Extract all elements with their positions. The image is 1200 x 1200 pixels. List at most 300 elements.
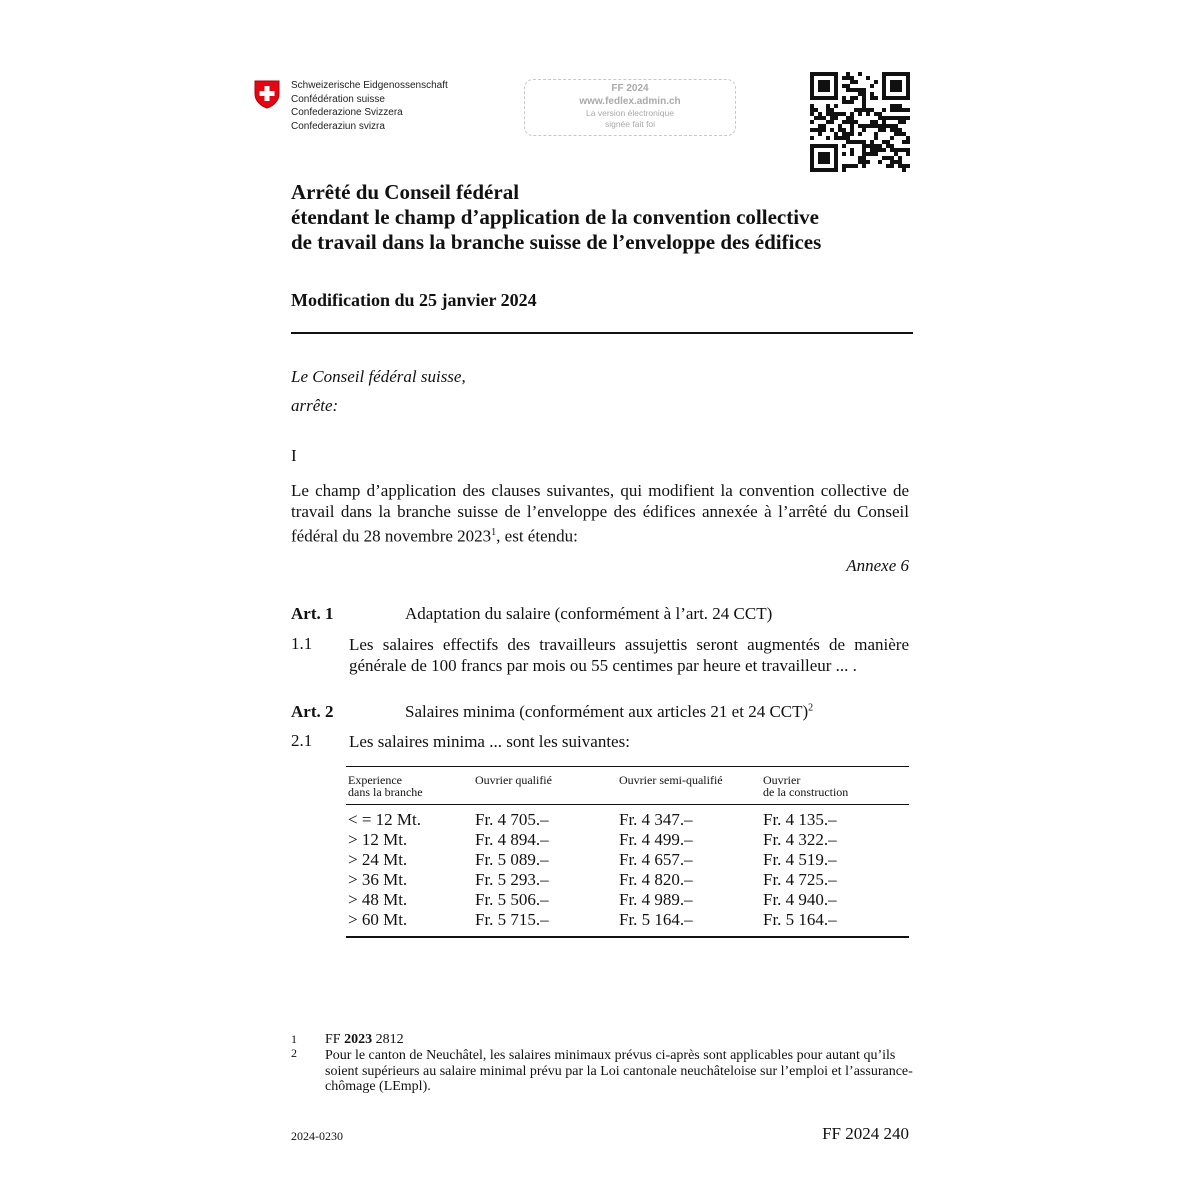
qr-module xyxy=(826,136,830,140)
table-cell-qualified: Fr. 5 089.– xyxy=(475,850,549,869)
qr-module xyxy=(862,124,866,128)
qr-module xyxy=(822,152,826,156)
qr-module xyxy=(894,84,898,88)
qr-module xyxy=(874,112,878,116)
qr-module xyxy=(866,144,870,148)
article-1-label: Art. 1 xyxy=(291,604,334,623)
preamble xyxy=(291,362,466,420)
qr-module xyxy=(890,96,894,100)
qr-module xyxy=(810,160,814,164)
qr-module xyxy=(898,156,902,160)
qr-module xyxy=(842,136,846,140)
table-row xyxy=(346,830,909,850)
qr-module xyxy=(902,72,906,76)
table-cell-qualified: Fr. 4 705.– xyxy=(475,810,549,829)
table-cell-qualified: Fr. 5 506.– xyxy=(475,890,549,909)
preamble-line-2: arrête: xyxy=(291,396,339,415)
qr-module xyxy=(894,80,898,84)
qr-module xyxy=(902,140,906,144)
qr-module xyxy=(902,108,906,112)
table-cell-experience: < = 12 Mt. xyxy=(348,810,422,829)
qr-module xyxy=(902,96,906,100)
qr-module xyxy=(886,116,890,120)
table-cell-semi-qualified: Fr. 4 820.– xyxy=(619,870,693,889)
qr-module xyxy=(834,92,838,96)
title-divider xyxy=(291,332,913,334)
qr-module xyxy=(882,92,886,96)
qr-module xyxy=(898,116,902,120)
qr-module xyxy=(854,120,858,124)
qr-module xyxy=(878,124,882,128)
table-header-qualified xyxy=(475,774,552,786)
qr-module xyxy=(834,148,838,152)
qr-module xyxy=(858,112,862,116)
qr-module xyxy=(818,156,822,160)
qr-module xyxy=(810,144,814,148)
qr-module xyxy=(906,148,910,152)
qr-module xyxy=(890,72,894,76)
qr-module xyxy=(826,152,830,156)
qr-module xyxy=(878,112,882,116)
qr-module xyxy=(818,144,822,148)
qr-module xyxy=(818,80,822,84)
qr-module xyxy=(830,116,834,120)
table-row xyxy=(346,810,909,830)
qr-module xyxy=(822,160,826,164)
qr-module xyxy=(814,144,818,148)
qr-module xyxy=(906,108,910,112)
qr-module xyxy=(842,76,846,80)
qr-module xyxy=(906,80,910,84)
qr-module xyxy=(838,136,842,140)
qr-module xyxy=(898,128,902,132)
table-cell-construction: Fr. 4 725.– xyxy=(763,870,837,889)
qr-module xyxy=(846,84,850,88)
qr-module xyxy=(854,88,858,92)
qr-module xyxy=(878,144,882,148)
table-cell-construction: Fr. 5 164.– xyxy=(763,910,837,929)
footnote-2-text: Pour le canton de Neuchâtel, les salaires minimaux prévus ci-après sont applicables pour autant qu’ils soient supérieurs au salaire minimal prévu par la Loi cantonale neuchâteloise sur l’emploi et l’assurance-chômage (LEmpl). xyxy=(325,1048,913,1094)
qr-module xyxy=(842,112,846,116)
qr-module xyxy=(842,152,846,156)
qr-module xyxy=(890,124,894,128)
qr-module xyxy=(866,108,870,112)
qr-module xyxy=(834,160,838,164)
qr-module xyxy=(850,148,854,152)
table-cell-qualified: Fr. 4 894.– xyxy=(475,830,549,849)
agency-name-rm: Confederaziun svizra xyxy=(291,120,385,132)
qr-module xyxy=(842,120,846,124)
qr-module xyxy=(842,168,846,172)
qr-module xyxy=(862,92,866,96)
qr-module xyxy=(902,116,906,120)
qr-module xyxy=(822,88,826,92)
qr-module xyxy=(862,96,866,100)
qr-module xyxy=(818,132,822,136)
qr-module xyxy=(886,144,890,148)
qr-module xyxy=(842,128,846,132)
qr-module xyxy=(826,80,830,84)
qr-module xyxy=(866,76,870,80)
qr-module xyxy=(902,164,906,168)
qr-module xyxy=(834,84,838,88)
table-cell-qualified: Fr. 5 715.– xyxy=(475,910,549,929)
footnote-1-page: 2812 xyxy=(372,1032,404,1047)
qr-module xyxy=(826,84,830,88)
qr-module xyxy=(822,80,826,84)
qr-module xyxy=(894,104,898,108)
qr-module xyxy=(826,160,830,164)
qr-module xyxy=(822,144,826,148)
qr-module xyxy=(906,140,910,144)
table-cell-semi-qualified: Fr. 4 657.– xyxy=(619,850,693,869)
qr-module xyxy=(830,96,834,100)
qr-module xyxy=(858,160,862,164)
qr-module xyxy=(810,108,814,112)
qr-module xyxy=(854,164,858,168)
qr-code-icon xyxy=(810,72,910,172)
qr-module xyxy=(894,108,898,112)
qr-module xyxy=(850,96,854,100)
qr-module xyxy=(866,160,870,164)
qr-module xyxy=(886,140,890,144)
qr-module xyxy=(902,148,906,152)
qr-module xyxy=(898,132,902,136)
qr-module xyxy=(890,80,894,84)
qr-module xyxy=(842,84,846,88)
qr-module xyxy=(834,132,838,136)
qr-module xyxy=(906,72,910,76)
table-cell-semi-qualified: Fr. 5 164.– xyxy=(619,910,693,929)
qr-module xyxy=(818,96,822,100)
qr-module xyxy=(870,140,874,144)
qr-module xyxy=(846,76,850,80)
qr-module xyxy=(874,148,878,152)
footnote-1-number: 1 xyxy=(291,1032,297,1046)
qr-module xyxy=(834,152,838,156)
table-top-rule xyxy=(346,766,909,767)
qr-module xyxy=(834,76,838,80)
annex-label: Annexe 6 xyxy=(846,556,909,575)
qr-module xyxy=(886,156,890,160)
qr-module xyxy=(898,120,902,124)
stamp-note-2: signée fait foi xyxy=(604,119,656,129)
qr-module xyxy=(826,120,830,124)
qr-module xyxy=(890,148,894,152)
qr-module xyxy=(898,96,902,100)
qr-module xyxy=(814,72,818,76)
table-header-construction-line-2: de la construction xyxy=(763,785,849,799)
qr-module xyxy=(878,128,882,132)
table-cell-experience: > 12 Mt. xyxy=(348,830,408,849)
swiss-flag-icon xyxy=(254,80,280,109)
qr-module xyxy=(846,116,850,120)
qr-module xyxy=(878,116,882,120)
qr-module xyxy=(898,84,902,88)
qr-module xyxy=(834,168,838,172)
qr-module xyxy=(850,88,854,92)
qr-module xyxy=(834,88,838,92)
footnote-ref-2[interactable]: 2 xyxy=(808,702,814,714)
qr-module xyxy=(854,108,858,112)
qr-module xyxy=(858,108,862,112)
article-2-title-text: Salaires minima (conformément aux articles 21 et 24 CCT) xyxy=(405,702,809,721)
qr-module xyxy=(874,124,878,128)
qr-module xyxy=(818,124,822,128)
qr-module xyxy=(810,84,814,88)
qr-module xyxy=(822,96,826,100)
qr-module xyxy=(890,108,894,112)
qr-module xyxy=(882,72,886,76)
qr-module xyxy=(894,148,898,152)
qr-module xyxy=(814,116,818,120)
qr-module xyxy=(850,112,854,116)
table-cell-construction: Fr. 4 322.– xyxy=(763,830,837,849)
qr-module xyxy=(810,152,814,156)
title-line-2: étendant le champ d’application de la convention collective xyxy=(291,205,819,229)
qr-module xyxy=(862,104,866,108)
qr-module xyxy=(902,168,906,172)
qr-module xyxy=(882,108,886,112)
qr-module xyxy=(882,84,886,88)
qr-module xyxy=(810,156,814,160)
qr-module xyxy=(826,168,830,172)
qr-module xyxy=(822,128,826,132)
table-cell-experience: > 24 Mt. xyxy=(348,850,408,869)
intro-text-end: , est étendu: xyxy=(496,526,578,546)
qr-module xyxy=(814,128,818,132)
paragraph-1-1-text: Les salaires effectifs des travailleurs assujettis seront augmentés de manière générale de 100 francs par mois ou 55 centimes par heure et travailleur ... . xyxy=(349,635,909,675)
qr-module xyxy=(882,120,886,124)
qr-module xyxy=(834,104,838,108)
qr-module xyxy=(874,96,878,100)
footnote-1-year: 2023 xyxy=(344,1032,373,1047)
qr-module xyxy=(822,168,826,172)
qr-module xyxy=(830,168,834,172)
qr-module xyxy=(818,72,822,76)
qr-module xyxy=(862,128,866,132)
qr-module xyxy=(810,104,814,108)
qr-module xyxy=(814,108,818,112)
qr-module xyxy=(854,80,858,84)
qr-module xyxy=(894,116,898,120)
qr-module xyxy=(862,108,866,112)
article-2-label: Art. 2 xyxy=(291,702,334,721)
qr-module xyxy=(894,88,898,92)
agency-name-de: Schweizerische Eidgenossenschaft xyxy=(291,80,448,91)
qr-module xyxy=(894,128,898,132)
table-header-experience xyxy=(348,774,423,798)
qr-module xyxy=(826,72,830,76)
stamp-note-1: La version électronique xyxy=(586,108,674,118)
table-cell-qualified: Fr. 5 293.– xyxy=(475,870,549,889)
qr-module xyxy=(862,148,866,152)
table-cell-experience: > 60 Mt. xyxy=(348,910,408,929)
qr-module xyxy=(818,168,822,172)
qr-module xyxy=(830,120,834,124)
table-header-semi-qualified-line-1: Ouvrier semi-qualifié xyxy=(619,773,723,787)
footnote-2-number: 2 xyxy=(291,1046,297,1060)
qr-module xyxy=(850,164,854,168)
stamp-url: www.fedlex.admin.ch xyxy=(579,96,681,107)
qr-module xyxy=(890,136,894,140)
article-1-title xyxy=(405,604,772,624)
qr-module xyxy=(818,152,822,156)
qr-module xyxy=(898,108,902,112)
qr-module xyxy=(894,152,898,156)
qr-module xyxy=(874,136,878,140)
qr-module xyxy=(894,72,898,76)
footnote-ref-1[interactable]: 1 xyxy=(491,527,497,538)
qr-module xyxy=(850,140,854,144)
qr-module xyxy=(846,88,850,92)
qr-module xyxy=(842,164,846,168)
qr-module xyxy=(862,88,866,92)
qr-module xyxy=(862,100,866,104)
qr-module xyxy=(858,156,862,160)
qr-module xyxy=(874,152,878,156)
qr-module xyxy=(834,164,838,168)
qr-module xyxy=(886,72,890,76)
qr-module xyxy=(870,124,874,128)
qr-module xyxy=(830,112,834,116)
title-line-3: de travail dans la branche suisse de l’enveloppe des édifices xyxy=(291,230,822,254)
qr-module xyxy=(882,76,886,80)
section-number: I xyxy=(291,446,297,465)
qr-module xyxy=(906,164,910,168)
qr-module xyxy=(874,132,878,136)
qr-module xyxy=(894,124,898,128)
qr-module xyxy=(882,96,886,100)
qr-module xyxy=(862,152,866,156)
qr-module xyxy=(866,124,870,128)
qr-module xyxy=(834,96,838,100)
qr-module xyxy=(862,140,866,144)
qr-module xyxy=(890,128,894,132)
qr-module xyxy=(850,120,854,124)
qr-module xyxy=(842,96,846,100)
qr-module xyxy=(906,96,910,100)
table-cell-semi-qualified: Fr. 4 499.– xyxy=(619,830,693,849)
qr-module xyxy=(870,92,874,96)
qr-module xyxy=(886,96,890,100)
stamp-ff: FF 2024 xyxy=(611,83,649,94)
qr-module xyxy=(886,124,890,128)
qr-module xyxy=(818,112,822,116)
qr-module xyxy=(810,148,814,152)
agency-name-block xyxy=(291,79,448,133)
table-cell-experience: > 48 Mt. xyxy=(348,890,408,909)
qr-module xyxy=(834,80,838,84)
table-cell-semi-qualified: Fr. 4 347.– xyxy=(619,810,693,829)
qr-module xyxy=(874,120,878,124)
qr-module xyxy=(882,128,886,132)
qr-module xyxy=(858,72,862,76)
table-cell-construction: Fr. 4 940.– xyxy=(763,890,837,909)
qr-module xyxy=(814,168,818,172)
qr-module xyxy=(890,164,894,168)
title-line-1: Arrêté du Conseil fédéral xyxy=(291,180,520,204)
qr-module xyxy=(850,116,854,120)
qr-module xyxy=(850,100,854,104)
qr-module xyxy=(866,152,870,156)
qr-module xyxy=(810,72,814,76)
qr-module xyxy=(866,112,870,116)
table-row xyxy=(346,850,909,870)
table-header-experience-line-2: dans la branche xyxy=(348,785,423,799)
qr-module xyxy=(810,164,814,168)
qr-module xyxy=(810,96,814,100)
qr-module xyxy=(906,88,910,92)
qr-module xyxy=(818,116,822,120)
qr-module xyxy=(906,84,910,88)
qr-module xyxy=(878,148,882,152)
qr-module xyxy=(874,144,878,148)
qr-module xyxy=(894,132,898,136)
preamble-line-1: Le Conseil fédéral suisse, xyxy=(291,367,466,386)
qr-module xyxy=(842,100,846,104)
qr-module xyxy=(834,144,838,148)
qr-module xyxy=(830,108,834,112)
page-reference: FF 2024 240 xyxy=(822,1124,909,1143)
table-header-construction xyxy=(763,774,848,798)
qr-module xyxy=(890,144,894,148)
qr-module xyxy=(810,92,814,96)
qr-module xyxy=(882,88,886,92)
qr-module xyxy=(810,136,814,140)
qr-module xyxy=(898,164,902,168)
qr-module xyxy=(906,92,910,96)
qr-module xyxy=(826,108,830,112)
qr-module xyxy=(850,132,854,136)
agency-name-it: Confederazione Svizzera xyxy=(291,107,403,118)
qr-module xyxy=(902,132,906,136)
qr-module xyxy=(858,88,862,92)
qr-module xyxy=(894,96,898,100)
table-header-rule xyxy=(346,804,909,805)
agency-name-fr: Confédération suisse xyxy=(291,93,385,105)
qr-module xyxy=(870,84,874,88)
qr-module xyxy=(818,88,822,92)
qr-module xyxy=(822,124,826,128)
qr-module xyxy=(898,80,902,84)
qr-module xyxy=(846,72,850,76)
qr-module xyxy=(854,140,858,144)
qr-module xyxy=(886,164,890,168)
qr-module xyxy=(834,156,838,160)
footnote-1-text xyxy=(325,1032,915,1048)
qr-module xyxy=(870,96,874,100)
intro-text: Le champ d’application des clauses suivantes, qui modifient la convention collective de travail dans la branche suisse de l’enveloppe des édifices annexée à l’arrêté du Conseil fédéral du 28 novembre 2023 xyxy=(291,481,909,546)
qr-module xyxy=(862,144,866,148)
qr-module xyxy=(870,144,874,148)
qr-module xyxy=(898,88,902,92)
qr-module xyxy=(898,72,902,76)
qr-module xyxy=(906,152,910,156)
qr-module xyxy=(882,116,886,120)
qr-module xyxy=(870,120,874,124)
qr-module xyxy=(822,72,826,76)
qr-module xyxy=(850,76,854,80)
qr-module xyxy=(830,72,834,76)
qr-module xyxy=(854,96,858,100)
qr-module xyxy=(822,156,826,160)
qr-module xyxy=(826,144,830,148)
qr-module xyxy=(810,112,814,116)
qr-module xyxy=(830,128,834,132)
article-2-title xyxy=(405,702,813,722)
qr-module xyxy=(850,124,854,128)
